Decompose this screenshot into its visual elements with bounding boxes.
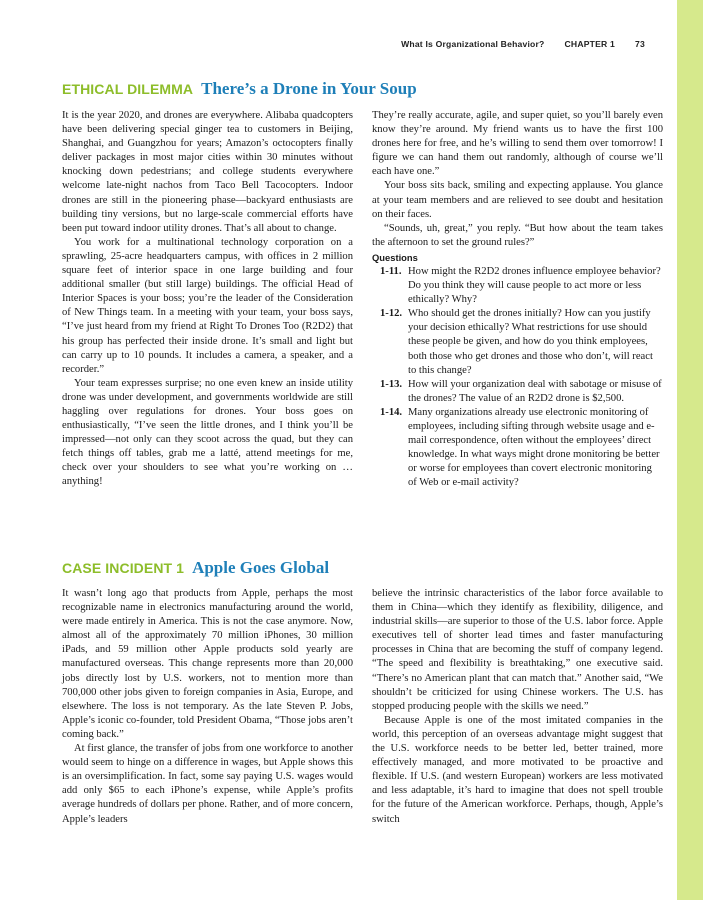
ethical-dilemma-column-left bbox=[62, 109, 353, 490]
paragraph: It wasn’t long ago that products from Apple, perhaps the most recognizable name in electronics manufacturing around the world, were made entirely in America. This is not the case anymore. Now, almost all of the approximately 70 million iPhones, 30 million iPads, and 59 million other Apple products sold yearly are manufactured overseas. This change represents more than 20,000 jobs directly lost by U.S. workers, not to mention more than 700,000 other jobs given to foreign companies in Asia, Europe, and elsewhere. The loss is not temporary. As the late Steven P. Jobs, Apple’s iconic co-founder, told President Obama, “Those jobs aren’t coming back.” bbox=[62, 588, 353, 740]
case-incident-column-right bbox=[372, 587, 663, 827]
ethical-dilemma-column-right bbox=[372, 109, 663, 490]
questions-heading: Questions bbox=[372, 251, 418, 263]
section-title: There’s a Drone in Your Soup bbox=[201, 79, 417, 98]
case-incident-column-left bbox=[62, 587, 353, 827]
section-label: CASE INCIDENT 1 bbox=[62, 560, 185, 576]
question-number: 1-11. bbox=[380, 265, 402, 277]
question-text: Who should get the drones initially? How can you justify your decision ethically? What restrictions for use should these people be given, and how do you think employees, both those who get drones and those who don’t, will react to this change? bbox=[408, 308, 653, 376]
paragraph: Your boss sits back, smiling and expecting applause. You glance at your team members and are relieved to see doubt and hesitation on their faces. bbox=[372, 180, 663, 220]
question-number: 1-12. bbox=[380, 308, 403, 320]
question-item bbox=[372, 307, 663, 377]
paragraph: Your team expresses surprise; no one even knew an inside utility drone was under development, and governments worldwide are still haggling over regulations for drones. Your boss goes on enthusiastically, “I’ve seen the little drones, and I think you’ll be impressed—not only can they scoot across the quad, but they can fetch things off tables, grab me a latté, attend meetings for me, check over your shoulders to see what you’re working on … anything! bbox=[62, 377, 353, 488]
question-item bbox=[372, 406, 663, 491]
question-number: 1-14. bbox=[380, 406, 403, 418]
question-text: Many organizations already use electronic monitoring of employees, including sifting through website usage and e-mail correspondence, often without the employees’ direct knowledge. In what ways might drone monitoring be better or worse for employees than covert electronic monitoring of Web or e-mail activity? bbox=[408, 406, 660, 489]
chapter-title: What Is Organizational Behavior? bbox=[401, 39, 545, 49]
question-text: How might the R2D2 drones influence employee behavior? Do you think they will cause people to act more or less ethically? Why? bbox=[408, 265, 661, 306]
page-number: 73 bbox=[635, 39, 645, 49]
question-item bbox=[372, 265, 663, 307]
question-item bbox=[372, 378, 663, 406]
paragraph: It is the year 2020, and drones are everywhere. Alibaba quadcopters have been delivering special ginger tea to customers in Beijing, Shanghai, and Guangzhou for years; Amazon’s octocopters finally deliver packages in most major cities within 30 minutes without knocking down pedestrians; and college students everywhere welcome late-night nachos from Taco Bell Tacocopters. Indoor drones are still in the pioneering phase—backyard enthusiasts are building tiny versions, but no large-scale commercial efforts have been put toward indoor utility drones. That’s all about to change. bbox=[62, 110, 353, 234]
section-label: ETHICAL DILEMMA bbox=[62, 81, 194, 97]
question-text: How will your organization deal with sabotage or misuse of the drones? The value of an R2D2 drone is $2,500. bbox=[408, 378, 662, 404]
ethical-dilemma-heading bbox=[62, 79, 417, 99]
paragraph: believe the intrinsic characteristics of the labor force available to them in China—which they identify as flexibility, diligence, and industrial skills—are superior to those of the U.S. labor force. Apple executives tell of shorter lead times and faster manufacturing processes in China that are becoming the stuff of company legend. “The speed and flexibility is breathtaking,” one executive said. “There’s no American plant that can match that.” Another said, “We shouldn’t be criticized for using Chinese workers. The U.S. has stopped producing people with the skills we need.” bbox=[372, 588, 663, 712]
paragraph: They’re really accurate, agile, and super quiet, so you’ll barely even know they’re around. My friend wants us to have the first 100 drones here for free, and he’s willing to send them over tomorrow! I figure we can hand them out randomly, although of course we’ll each have one.” bbox=[372, 110, 663, 178]
paragraph: You work for a multinational technology corporation on a sprawling, 25-acre headquarters campus, with offices in 2 million square feet of interior space in one large building and four additional smaller (but still large) buildings. The official Head of Interior Spaces is your boss; you’re the leader of the Consideration of New Things team. In a meeting with your team, your boss says, “I’ve just heard from my friend at Right To Drones Too (R2D2) that his group has perfected their inside drone. It’s small and light but can carry up to 10 pounds. It includes a camera, a speaker, and a recorder.” bbox=[62, 236, 353, 375]
section-title: Apple Goes Global bbox=[192, 558, 330, 577]
paragraph: “Sounds, uh, great,” you reply. “But how about the team takes the afternoon to set the ground rules?” bbox=[372, 222, 663, 248]
running-header bbox=[401, 39, 645, 49]
question-number: 1-13. bbox=[380, 378, 403, 390]
case-incident-heading bbox=[62, 558, 329, 578]
chapter-label: CHAPTER 1 bbox=[564, 39, 616, 49]
paragraph: Because Apple is one of the most imitated companies in the world, this perception of an overseas advantage might suggest that the U.S. workforce needs to be better led, better trained, more effectively managed, and more motivated to be proactive and flexible. If U.S. (and western European) workers are less motivated and less adaptable, it’s hard to imagine that does not spell trouble for the future of the American workforce. Perhaps, though, Apple’s switch bbox=[372, 714, 663, 825]
paragraph: At first glance, the transfer of jobs from one workforce to another would seem to hinge on a difference in wages, but Apple shows this is an oversimplification. In fact, some say paying U.S. wages would add only $65 to each iPhone’s expense, while Apple’s profits average hundreds of dollars per phone. Rather, and of more concern, Apple’s leaders bbox=[62, 743, 353, 825]
page-edge-band bbox=[677, 0, 703, 900]
